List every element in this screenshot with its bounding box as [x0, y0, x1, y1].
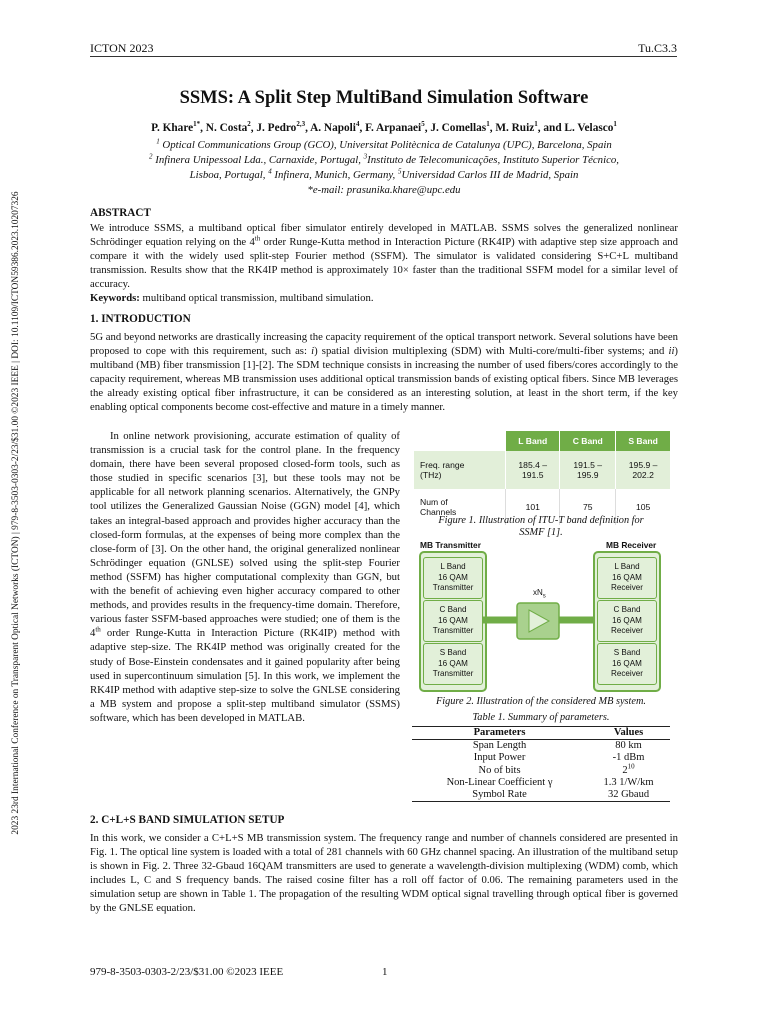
affiliation-line: $^2$ Infinera Unipessoal Lda., Carnaxide, Portugal, $^3$Instituto de Telecomunicações, Instituto Superior Técnico, — [149, 152, 619, 166]
rx-box-c-band — [597, 600, 657, 642]
row-label-part: Freq. range — [420, 460, 465, 470]
tx-box-s-band — [423, 643, 483, 685]
band-header: C Band — [560, 431, 616, 451]
keywords-line — [90, 291, 678, 305]
keywords-text: multiband optical transmission, multiband simulation. — [142, 292, 374, 304]
table-row — [412, 789, 670, 802]
channel-count-cell: 75 — [560, 489, 616, 525]
span-count-label: $xN_s$ — [533, 588, 546, 600]
value-header: Values — [587, 727, 670, 740]
cell-part: 191.5 – — [573, 460, 603, 470]
param-name: No of bits — [478, 764, 521, 776]
rx-box-s-band — [597, 643, 657, 685]
rx-label: MB Receiver — [606, 540, 657, 550]
channel-count-cell: 105 — [616, 489, 670, 525]
param-value: 80 km — [615, 740, 642, 751]
box-line: 16 QAM — [612, 572, 642, 582]
param-value: -1 dBm — [612, 752, 645, 764]
affiliation-line: $^1$ Optical Communications Group (GCO), Universitat Politècnica de Catalunya (UPC), Barcelona, Spain — [156, 137, 612, 151]
box-line: 16 QAM — [438, 658, 468, 668]
band-header: S Band — [616, 431, 670, 451]
box-line: Transmitter — [432, 583, 474, 593]
paper-code: Tu.C3.3 — [638, 41, 677, 55]
side-doi-strip — [9, 188, 23, 838]
row-label-freq-range — [414, 451, 506, 489]
footer-isbn: 979-8-3503-0303-2/23/$31.00 ©2023 IEEE — [90, 966, 284, 978]
table-row — [412, 740, 670, 753]
box-line: S Band — [439, 648, 467, 658]
contact-email: *e-mail: prasunika.khare@upc.edu — [307, 184, 461, 196]
cell-part: 185.4 – — [518, 460, 548, 470]
header-rule — [90, 56, 677, 57]
box-line: 16 QAM — [612, 615, 642, 625]
box-line: 16 QAM — [438, 572, 468, 582]
intro-paragraph-1: 5G and beyond networks are drastically increasing the capacity requirement of the optical transport network. Several solutions have been proposed to cope with this requirement, such as: i) spatial division multiplexing (SDM) with Multi-core/multi-fiber systems; and ii) multiband (MB) fiber transmission [1]-[2]. The SDM technique consists in increasing the number of used fibers/cores accordingly to the capacity requirement, whereas MB transmission uses additional optical transmission bands of existing optical fibers. Since MB leverages the already existing optical fiber infrastructure, it can be considered as an interesting solution, at least in the short term, if the key enabling optical components become cost-effective and mature in a timely manner. — [90, 331, 678, 414]
box-line: 16 QAM — [438, 615, 468, 625]
box-line: L Band — [440, 562, 466, 572]
keywords-label: Keywords: — [90, 292, 140, 304]
table-row — [412, 777, 670, 789]
param-header: Parameters — [412, 727, 587, 740]
table-row — [412, 765, 670, 777]
box-line: Transmitter — [432, 669, 474, 679]
param-name: Symbol Rate — [412, 789, 587, 802]
intro-heading: 1. INTRODUCTION — [90, 313, 191, 325]
cell-part: 202.2 — [632, 470, 654, 480]
row-label-part: (THz) — [420, 470, 442, 480]
cell-part: 195.9 – — [628, 460, 658, 470]
conference-name: ICTON 2023 — [90, 41, 154, 55]
param-value: 1.3 1/W/km — [603, 776, 654, 788]
box-line: S Band — [613, 648, 641, 658]
band-table-corner — [414, 431, 506, 451]
param-name: Input Power — [473, 752, 526, 764]
channel-count-cell: 101 — [506, 489, 560, 525]
box-line: C Band — [439, 605, 467, 615]
param-name: Non-Linear Coefficient γ — [446, 776, 553, 788]
row-label-part: Channels — [420, 507, 457, 517]
tx-box-c-band — [423, 600, 483, 642]
affiliation-line: Lisboa, Portugal, $^4$ Infinera, Munich, Germany, $^5$Universidad Carlos III de Madrid, Spain — [189, 167, 579, 181]
freq-range-cell — [560, 451, 616, 489]
parameters-table — [412, 726, 670, 802]
box-line: Receiver — [611, 669, 643, 679]
section2-heading: 2. C+L+S BAND SIMULATION SETUP — [90, 814, 285, 826]
param-name: Span Length — [472, 740, 527, 751]
page-number: 1 — [382, 966, 388, 978]
abstract-text: We introduce SSMS, a multiband optical fiber simulator entirely developed in MATLAB. SSMS solves the generalized nonlinear Schrödinger equation relying on the 4th order Runge-Kutta method in Interaction Picture (RK4IP) with adaptive step size approach and compare it with the widely used split-step Fourier method (SSFM). The simulator is validated considering S+C+L multiband transmission. Results show that the RK4IP method is approximately 10× faster than the traditional SSFM model for a similar level of accuracy. — [90, 222, 678, 291]
band-definition-table — [414, 431, 670, 525]
row-label-part: Num of — [420, 497, 448, 507]
abstract-heading: ABSTRACT — [90, 207, 151, 219]
caption-line: Figure 1. Illustration of ITU-T band definition for — [438, 515, 644, 526]
side-doi-text: 2023 23rd International Conference on Transparent Optical Networks (ICTON) | 979-8-3503-0303-2/23/$31.00 ©2023 IEEE | DOI: 10.1109/ICTON59386.2023.10207326 — [11, 191, 21, 835]
section2-paragraph: In this work, we consider a C+L+S MB transmission system. The frequency range and number of channels considered are presented in Fig. 1. The optical line system is loaded with a total of 281 channels with 60 GHz channel spacing. An illustration of the multiband setup is shown in Fig. 2. Three 32-Gbaud 16QAM transmitters are used to generate a wavelength-division multiplexing (WDM) comb, which includes L, C and S frequency bands. The raised cosine filter has a roll off factor of 0.06. The remaining parameters used in the simulation setup are shown in Table 1. The propagation of the resulting WDM optical signal travelling through optical fiber is governed by the GNLSE equation. — [90, 832, 678, 915]
author-list: P. Khare$^{1*}$, N. Costa$^2$, J. Pedro$^{2,3}$, A. Napoli$^4$, F. Arpanaei$^5$, J. Comellas$^1$, M. Ruiz$^1$, and L. Velasco$^1$ — [151, 120, 617, 134]
freq-range-cell — [616, 451, 670, 489]
freq-range-cell — [506, 451, 560, 489]
rx-box-l-band — [597, 557, 657, 599]
tx-label: MB Transmitter — [420, 540, 481, 550]
box-line: Transmitter — [432, 626, 474, 636]
band-header: L Band — [506, 431, 560, 451]
box-line: Receiver — [611, 583, 643, 593]
param-value: 32 Gbaud — [587, 789, 670, 802]
box-line: L Band — [614, 562, 640, 572]
param-value: $2^{10}$ — [622, 762, 635, 776]
figure2-caption: Figure 2. Illustration of the considered MB system. — [435, 696, 646, 707]
intro-paragraph-2: In online network provisioning, accurate estimation of quality of transmission is a crucial task for the control plane. In the frequency domain, there have been several proposed closed-form tools, such as those studied in specific scenarios [3], but these tools may not be applicable for all network planning scenarios. Alternatively, the GNPy tool utilizes the Generalized Gaussian Noise (GGN) model [4], which takes an integral-based approach and provides higher accuracy than the closed-form formulas, at the expenses of being more complex than the close-form of [3]. On the other hand, the original generalized nonlinear Schrödinger equation (GNLSE) solved using the split-step Fourier method (SSFM) has higher computational complexity than GGN, but with the benefit of achieving even higher accuracy compared to other methods, and provides results in the frequency-time domain. Therefore, various faster SSFM-based approaches were studied; one of them is the 4th order Runge-Kutta in Interaction Picture (RK4IP) method with adaptive step-size. The RK4IP method was originally created for the study of Bose-Einstein condensates and it gained popularity after being used in supercontinuum simulation [5]. In this work, we implement the RK4IP method with adaptive step-size to solve the GNLSE considering a MB system and propose a split-step multiband simulator (SSMS) software, which has been developed in MATLAB. — [90, 430, 400, 724]
paper-title: SSMS: A Split Step MultiBand Simulation Software — [179, 88, 589, 108]
box-line: C Band — [613, 605, 641, 615]
cell-part: 195.9 — [576, 470, 599, 480]
box-line: Receiver — [611, 626, 643, 636]
box-line: 16 QAM — [612, 658, 642, 668]
caption-line: SSMF [1]. — [519, 527, 563, 538]
figure1-caption — [412, 515, 670, 539]
tx-box-l-band — [423, 557, 483, 599]
table1-caption: Table 1. Summary of parameters. — [472, 712, 610, 723]
cell-part: 191.5 — [522, 470, 544, 480]
